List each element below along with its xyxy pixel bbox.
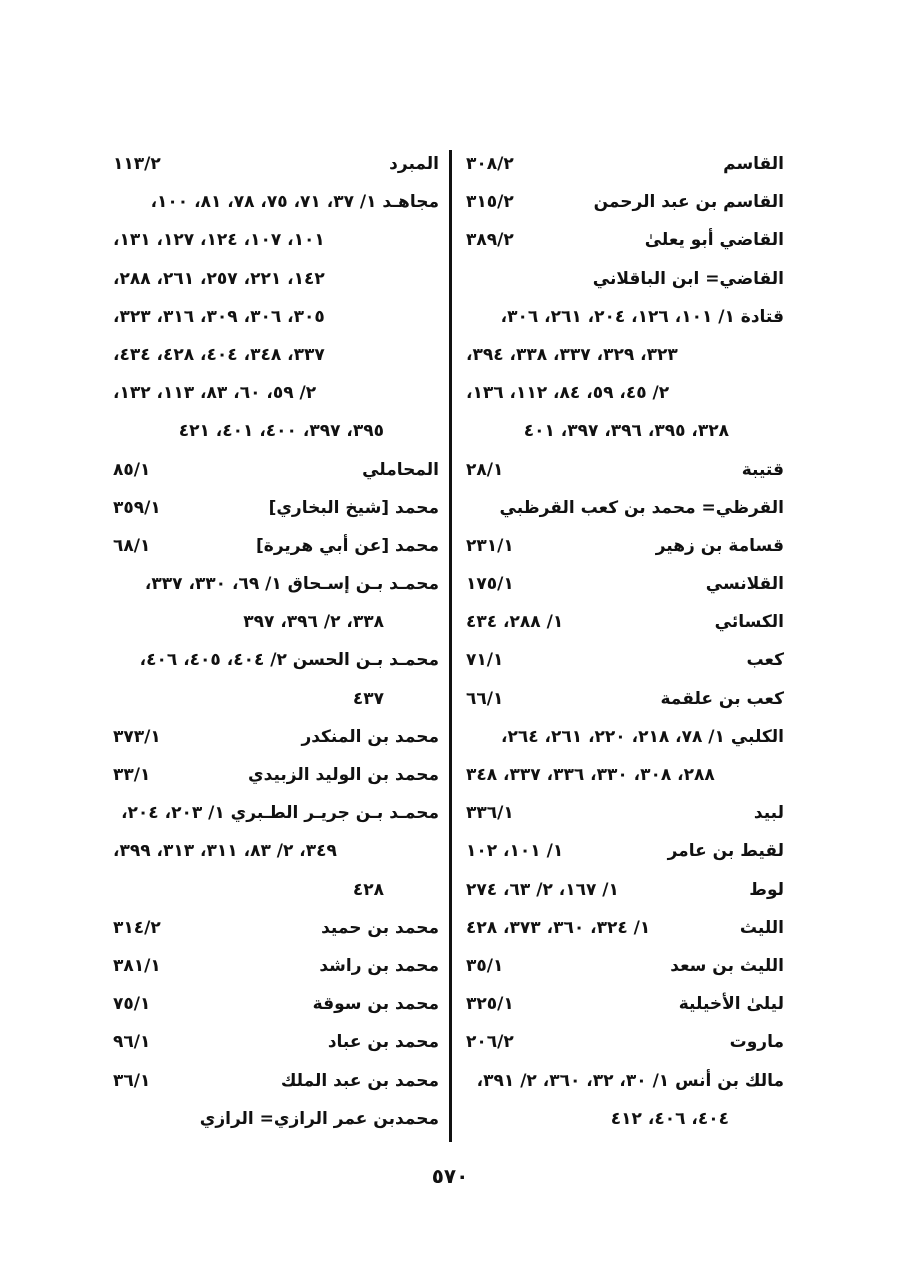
index-entry — [113, 260, 439, 298]
entry-name: ليلىٰ الأخيلية — [678, 994, 784, 1015]
entry-line: محمـد بـن جريـر الطـبري ١/ ٢٠٣، ٢٠٤، — [121, 803, 439, 824]
entry-name: محمد بن عباد — [327, 1032, 439, 1053]
index-column-right — [466, 145, 784, 1138]
entry-name: محمد بن عبد الملك — [280, 1070, 439, 1091]
index-entry — [466, 641, 784, 679]
index-entry — [113, 527, 439, 565]
index-entry — [113, 336, 439, 374]
entry-name: المحاملي — [362, 459, 439, 480]
entry-page-reference: ٣٨١/١ — [113, 955, 161, 976]
entry-line: قتادة ١/ ١٠١، ١٢٦، ٢٠٤، ٢٦١، ٣٠٦، — [500, 306, 784, 327]
index-entry — [466, 603, 784, 641]
entry-name: محمد بن راشد — [319, 955, 439, 976]
entry-continuation: ١٤٢، ٢٢١، ٢٥٧، ٢٦١، ٢٨٨، — [113, 268, 325, 289]
entry-line: محمدبن عمر الرازي= الرازي — [199, 1108, 439, 1129]
index-entry — [113, 947, 439, 985]
entry-line: محمـد بـن إسـحاق ١/ ٦٩، ٣٣٠، ٣٣٧، — [144, 574, 439, 595]
index-entry — [113, 565, 439, 603]
entry-page-reference: ٢٨/١ — [466, 459, 504, 480]
entry-name: الليث بن سعد — [670, 955, 784, 976]
entry-name: لبيد — [753, 803, 784, 824]
entry-page-reference: ٣٧٣/١ — [113, 726, 161, 747]
entry-name: القلانسي — [705, 574, 784, 595]
entry-name: كعب بن علقمة — [660, 688, 784, 709]
entry-name: محمد بن المنكدر — [301, 726, 439, 747]
entry-continuation: ٣٣٧، ٣٤٨، ٤٠٤، ٤٢٨، ٤٣٤، — [113, 344, 325, 365]
index-entry — [466, 221, 784, 259]
index-entry — [466, 527, 784, 565]
entry-name: الكسائي — [714, 612, 784, 633]
index-entry — [466, 1023, 784, 1061]
entry-name: محمد بن الوليد الزبيدي — [248, 765, 439, 785]
entry-name: محمد [عن أبي هريرة] — [256, 535, 439, 556]
index-entry — [466, 985, 784, 1023]
index-entry — [466, 336, 784, 374]
entry-name: قتيبة — [741, 459, 784, 480]
entry-name: محمد [شيخ البخاري] — [268, 497, 439, 518]
index-entry — [466, 374, 784, 412]
index-entry — [113, 221, 439, 259]
index-entry — [113, 794, 439, 832]
index-entry — [466, 1100, 784, 1138]
entry-name: كعب — [746, 650, 784, 671]
entry-page-reference: ٢٣١/١ — [466, 535, 514, 556]
index-entry — [113, 832, 439, 870]
index-entry — [113, 374, 439, 412]
index-entry — [113, 603, 439, 641]
entry-line: القرظي= محمد بن كعب القرظبي — [499, 497, 784, 518]
entry-continuation: ٢/ ٤٥، ٥٩، ٨٤، ١١٢، ١٣٦، — [466, 383, 670, 404]
index-entry — [113, 718, 439, 756]
entry-continuation: ٢٨٨، ٣٠٨، ٣٣٠، ٣٣٦، ٣٣٧، ٣٤٨ — [466, 765, 715, 785]
entry-page-reference: ١/ ٣٢٤، ٣٦٠، ٣٧٣، ٤٢٨ — [466, 917, 651, 938]
entry-page-reference: ٨٥/١ — [113, 459, 151, 480]
entry-continuation: ٣٣٨، ٢/ ٣٩٦، ٣٩٧ — [243, 612, 384, 633]
entry-page-reference: ٦٨/١ — [113, 535, 151, 556]
entry-page-reference: ٣٢٥/١ — [466, 994, 514, 1015]
index-entry — [113, 1062, 439, 1100]
column-divider — [449, 150, 452, 1142]
index-entry — [113, 145, 439, 183]
entry-continuation: ٣٤٩، ٢/ ٨٣، ٣١١، ٣١٣، ٣٩٩، — [113, 841, 337, 862]
index-entry — [466, 871, 784, 909]
index-entry — [466, 1062, 784, 1100]
entry-name: المبرد — [389, 154, 439, 174]
index-entry — [113, 641, 439, 679]
index-entry — [113, 909, 439, 947]
entry-page-reference: ٣٣٦/١ — [466, 803, 514, 824]
entry-page-reference: ٣١٤/٢ — [113, 917, 161, 938]
index-entry — [113, 183, 439, 221]
entry-page-reference: ٣٣/١ — [113, 765, 151, 785]
entry-page-reference: ٣٥٩/١ — [113, 497, 161, 518]
entry-page-reference: ١/ ٢٨٨، ٤٣٤ — [466, 612, 564, 633]
index-entry — [466, 183, 784, 221]
index-entry — [466, 832, 784, 870]
entry-page-reference: ١١٣/٢ — [113, 154, 161, 174]
index-entry — [466, 145, 784, 183]
index-entry — [113, 298, 439, 336]
entry-page-reference: ١/ ١٦٧، ٢/ ٦٣، ٢٧٤ — [466, 879, 619, 900]
entry-continuation: ٣٢٣، ٣٢٩، ٣٣٧، ٣٣٨، ٣٩٤، — [466, 344, 678, 365]
entry-continuation: ١٠١، ١٠٧، ١٢٤، ١٢٧، ١٣١، — [113, 230, 325, 251]
entry-page-reference: ١٧٥/١ — [466, 574, 514, 595]
entry-continuation: ٤٢٨ — [352, 879, 384, 900]
entry-name: محمد بن حميد — [321, 917, 439, 938]
index-entry — [466, 451, 784, 489]
entry-page-reference: ٧١/١ — [466, 650, 504, 671]
entry-continuation: ٤٣٧ — [352, 688, 384, 709]
entry-line: مجاهـد ١/ ٣٧، ٧١، ٧٥، ٧٨، ٨١، ١٠٠، — [150, 192, 439, 213]
index-entry — [113, 412, 439, 450]
entry-name: محمد بن سوقة — [312, 994, 439, 1015]
index-entry — [466, 489, 784, 527]
index-entry — [113, 1100, 439, 1138]
entry-page-reference: ٩٦/١ — [113, 1032, 151, 1053]
index-entry — [113, 871, 439, 909]
index-entry — [466, 260, 784, 298]
entry-name: لوط — [749, 879, 784, 900]
entry-line: مالك بن أنس ١/ ٣٠، ٣٢، ٣٦٠، ٢/ ٣٩١، — [476, 1070, 784, 1091]
entry-line: الكلبي ١/ ٧٨، ٢١٨، ٢٢٠، ٢٦١، ٢٦٤، — [501, 726, 784, 747]
index-entry — [466, 565, 784, 603]
entry-page-reference: ٧٥/١ — [113, 994, 151, 1015]
entry-name: القاضي أبو يعلىٰ — [644, 230, 784, 251]
index-entry — [466, 412, 784, 450]
index-column-left — [113, 145, 439, 1138]
entry-continuation: ٣٢٨، ٣٩٥، ٣٩٦، ٣٩٧، ٤٠١ — [523, 421, 729, 442]
index-entry — [113, 489, 439, 527]
index-entry — [466, 298, 784, 336]
index-entry — [466, 947, 784, 985]
entry-name: القاسم بن عبد الرحمن — [593, 192, 784, 213]
entry-line: القاضي= ابن الباقلاني — [592, 268, 784, 289]
entry-page-reference: ٢٠٦/٢ — [466, 1032, 514, 1053]
entry-page-reference: ٣٥/١ — [466, 955, 504, 976]
page-number: ٥٧٠ — [431, 1164, 469, 1188]
index-entry — [113, 451, 439, 489]
index-entry — [113, 985, 439, 1023]
entry-name: لقيط بن عامر — [667, 841, 784, 862]
entry-page-reference: ٣٦/١ — [113, 1070, 151, 1091]
index-entry — [466, 756, 784, 794]
entry-continuation: ٤٠٤، ٤٠٦، ٤١٢ — [610, 1108, 729, 1129]
index-entry — [466, 680, 784, 718]
entry-page-reference: ٣١٥/٢ — [466, 192, 514, 213]
entry-page-reference: ٣٨٩/٢ — [466, 230, 514, 251]
entry-name: ماروت — [729, 1032, 784, 1053]
entry-page-reference: ٦٦/١ — [466, 688, 504, 709]
index-entry — [466, 909, 784, 947]
entry-name: قسامة بن زهير — [655, 535, 784, 556]
entry-continuation: ٣٠٥، ٣٠٦، ٣٠٩، ٣١٦، ٣٢٣، — [113, 306, 325, 327]
entry-page-reference: ١/ ١٠١، ١٠٢ — [466, 841, 564, 862]
index-entry — [466, 794, 784, 832]
entry-name: القاسم — [723, 154, 784, 174]
index-entry — [113, 756, 439, 794]
entry-name: الليث — [739, 917, 784, 938]
index-entry — [466, 718, 784, 756]
entry-continuation: ٢/ ٥٩، ٦٠، ٨٣، ١١٣، ١٣٢، — [113, 383, 317, 404]
entry-page-reference: ٣٠٨/٢ — [466, 154, 514, 174]
entry-continuation: ٣٩٥، ٣٩٧، ٤٠٠، ٤٠١، ٤٢١ — [178, 421, 384, 442]
index-entry — [113, 680, 439, 718]
index-entry — [113, 1023, 439, 1061]
entry-line: محمـد بـن الحسن ٢/ ٤٠٤، ٤٠٥، ٤٠٦، — [139, 650, 439, 671]
